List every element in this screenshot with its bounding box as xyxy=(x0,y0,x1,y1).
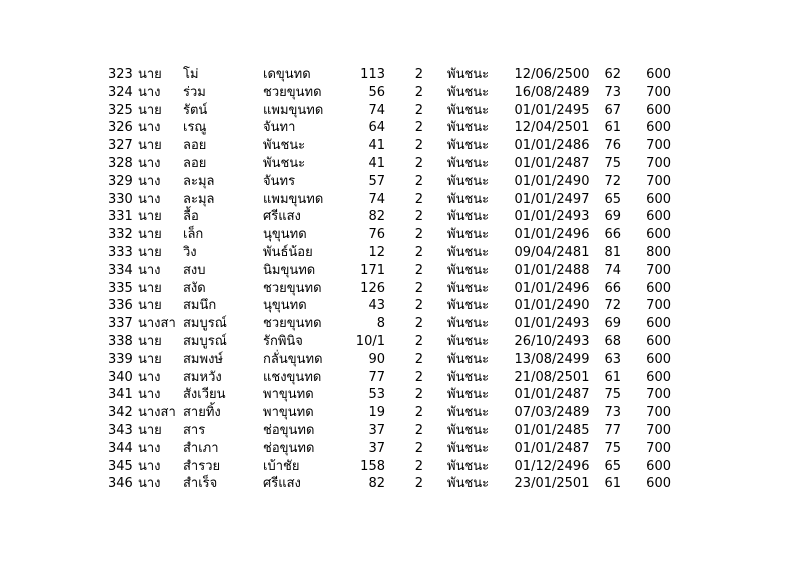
record-last-name: พันชนะ xyxy=(263,155,306,171)
table-row xyxy=(108,84,671,102)
record-age: 68 xyxy=(604,333,621,349)
record-house-number: 56 xyxy=(368,84,385,100)
record-house-number: 126 xyxy=(360,280,385,296)
record-birth-date: 01/01/2495 xyxy=(514,102,590,118)
record-number: 341 xyxy=(108,387,133,403)
table-row xyxy=(108,137,671,155)
record-number: 329 xyxy=(108,173,133,189)
record-subdistrict: พันชนะ xyxy=(447,67,490,82)
record-amount: 700 xyxy=(646,155,671,171)
table-row xyxy=(108,351,671,369)
record-title: นาย xyxy=(138,298,162,314)
record-last-name: แชงขุนทด xyxy=(263,369,322,385)
record-house-number: 64 xyxy=(368,120,385,136)
record-subdistrict: พันชนะ xyxy=(447,369,490,385)
record-title: นาย xyxy=(138,209,162,225)
record-birth-date: 01/01/2496 xyxy=(514,227,590,243)
records-body xyxy=(108,66,671,493)
record-birth-date: 01/12/2496 xyxy=(514,458,590,474)
record-first-name: ร่วม xyxy=(183,84,206,100)
record-first-name: โม่ xyxy=(183,67,199,82)
column-spacer xyxy=(427,155,447,173)
record-amount: 600 xyxy=(646,227,671,243)
record-age: 72 xyxy=(604,298,621,314)
record-birth-date: 21/08/2501 xyxy=(514,369,590,385)
record-first-name: เล็ก xyxy=(183,227,204,243)
record-title: นาง xyxy=(138,262,161,278)
column-spacer xyxy=(427,244,447,262)
record-first-name: สำเภา xyxy=(183,440,219,456)
record-title: นาง xyxy=(138,476,161,492)
record-title: นาย xyxy=(138,244,162,260)
record-age: 73 xyxy=(604,405,621,421)
record-village-number: 2 xyxy=(414,155,423,171)
record-first-name: ลื้อ xyxy=(183,209,199,225)
record-amount: 600 xyxy=(646,67,671,82)
record-age: 65 xyxy=(604,458,621,474)
record-number: 344 xyxy=(108,440,133,456)
record-title: นาง xyxy=(138,369,161,385)
record-subdistrict: พันชนะ xyxy=(447,440,490,456)
record-amount: 700 xyxy=(646,173,671,189)
record-last-name: พันชนะ xyxy=(263,138,306,154)
record-number: 340 xyxy=(108,369,133,385)
record-last-name: นุขุนทด xyxy=(263,227,307,243)
record-first-name: สาร xyxy=(183,422,206,438)
record-house-number: 43 xyxy=(368,298,385,314)
table-row xyxy=(108,155,671,173)
record-last-name: ชวยขุนทด xyxy=(263,316,322,332)
record-village-number: 2 xyxy=(414,298,423,314)
record-village-number: 2 xyxy=(414,244,423,260)
record-house-number: 8 xyxy=(376,316,385,332)
record-number: 336 xyxy=(108,298,133,314)
record-number: 342 xyxy=(108,405,133,421)
record-title: นางสา xyxy=(138,405,176,421)
record-last-name: จันทา xyxy=(263,120,296,136)
record-house-number: 53 xyxy=(368,387,385,403)
column-spacer xyxy=(427,333,447,351)
record-birth-date: 01/01/2490 xyxy=(514,173,590,189)
record-last-name: เบ้าชัย xyxy=(263,458,300,474)
record-subdistrict: พันชนะ xyxy=(447,155,490,171)
record-village-number: 2 xyxy=(414,173,423,189)
record-first-name: เรณู xyxy=(183,120,207,136)
record-amount: 700 xyxy=(646,387,671,403)
record-last-name: แพมขุนทด xyxy=(263,102,324,118)
record-subdistrict: พันชนะ xyxy=(447,84,490,100)
record-age: 73 xyxy=(604,84,621,100)
record-house-number: 41 xyxy=(368,138,385,154)
table-row xyxy=(108,458,671,476)
record-village-number: 2 xyxy=(414,476,423,492)
record-amount: 700 xyxy=(646,422,671,438)
record-age: 61 xyxy=(604,120,621,136)
record-number: 326 xyxy=(108,120,133,136)
record-subdistrict: พันชนะ xyxy=(447,422,490,438)
record-age: 62 xyxy=(604,67,621,82)
record-birth-date: 13/08/2499 xyxy=(514,351,590,367)
record-last-name: นุขุนทด xyxy=(263,298,307,314)
record-last-name: พันธ์น้อย xyxy=(263,244,313,260)
record-number: 334 xyxy=(108,262,133,278)
record-first-name: ลอย xyxy=(183,155,207,171)
record-village-number: 2 xyxy=(414,191,423,207)
record-house-number: 171 xyxy=(360,262,385,278)
record-house-number: 37 xyxy=(368,422,385,438)
table-row xyxy=(108,208,671,226)
record-number: 345 xyxy=(108,458,133,474)
record-title: นาง xyxy=(138,155,161,171)
table-row xyxy=(108,315,671,333)
record-village-number: 2 xyxy=(414,422,423,438)
record-amount: 600 xyxy=(646,191,671,207)
record-last-name: จันทร xyxy=(263,173,296,189)
column-spacer xyxy=(427,173,447,191)
column-spacer xyxy=(427,102,447,120)
record-house-number: 74 xyxy=(368,191,385,207)
record-age: 63 xyxy=(604,351,621,367)
record-birth-date: 01/01/2490 xyxy=(514,298,590,314)
record-first-name: ลอย xyxy=(183,138,207,154)
record-title: นาง xyxy=(138,458,161,474)
column-spacer xyxy=(427,351,447,369)
record-amount: 700 xyxy=(646,262,671,278)
record-first-name: สมบูรณ์ xyxy=(183,333,227,349)
record-subdistrict: พันชนะ xyxy=(447,476,490,492)
record-amount: 600 xyxy=(646,333,671,349)
record-last-name: นิมขุนทด xyxy=(263,262,316,278)
record-house-number: 90 xyxy=(368,351,385,367)
record-first-name: สมหวัง xyxy=(183,369,222,385)
column-spacer xyxy=(427,475,447,493)
table-row xyxy=(108,404,671,422)
record-first-name: สมพงษ์ xyxy=(183,351,223,367)
column-spacer xyxy=(427,66,447,84)
record-amount: 700 xyxy=(646,440,671,456)
record-first-name: สมนึก xyxy=(183,298,217,314)
record-last-name: พาขุนทด xyxy=(263,387,314,403)
record-house-number: 158 xyxy=(360,458,385,474)
record-title: นาย xyxy=(138,351,162,367)
table-row xyxy=(108,422,671,440)
record-amount: 700 xyxy=(646,405,671,421)
record-age: 61 xyxy=(604,476,621,492)
record-title: นาง xyxy=(138,440,161,456)
record-age: 65 xyxy=(604,191,621,207)
record-first-name: วิง xyxy=(183,244,197,260)
record-village-number: 2 xyxy=(414,440,423,456)
column-spacer xyxy=(427,297,447,315)
record-last-name: ศรีแสง xyxy=(263,209,301,225)
record-last-name: พาขุนทด xyxy=(263,405,314,421)
record-birth-date: 26/10/2493 xyxy=(514,333,590,349)
record-first-name: ละมุล xyxy=(183,191,215,207)
record-title: นาง xyxy=(138,173,161,189)
record-amount: 700 xyxy=(646,298,671,314)
record-subdistrict: พันชนะ xyxy=(447,173,490,189)
record-title: นาย xyxy=(138,138,162,154)
column-spacer xyxy=(427,422,447,440)
record-age: 75 xyxy=(604,440,621,456)
record-age: 66 xyxy=(604,280,621,296)
record-first-name: สังเวียน xyxy=(183,387,226,403)
record-first-name: รัตน์ xyxy=(183,102,208,118)
record-age: 66 xyxy=(604,227,621,243)
record-amount: 600 xyxy=(646,316,671,332)
column-spacer xyxy=(427,386,447,404)
record-birth-date: 01/01/2485 xyxy=(514,422,590,438)
column-spacer xyxy=(427,262,447,280)
record-last-name: ช่อขุนทด xyxy=(263,422,315,438)
record-house-number: 10/1 xyxy=(355,333,385,349)
record-amount: 600 xyxy=(646,120,671,136)
record-house-number: 77 xyxy=(368,369,385,385)
record-age: 81 xyxy=(604,244,621,260)
table-row xyxy=(108,191,671,209)
table-row xyxy=(108,119,671,137)
record-amount: 600 xyxy=(646,102,671,118)
record-subdistrict: พันชนะ xyxy=(447,458,490,474)
record-birth-date: 01/01/2496 xyxy=(514,280,590,296)
record-age: 75 xyxy=(604,387,621,403)
record-subdistrict: พันชนะ xyxy=(447,298,490,314)
table-row xyxy=(108,173,671,191)
record-subdistrict: พันชนะ xyxy=(447,280,490,296)
record-birth-date: 01/01/2493 xyxy=(514,209,590,225)
record-subdistrict: พันชนะ xyxy=(447,209,490,225)
record-first-name: สงัด xyxy=(183,280,206,296)
record-village-number: 2 xyxy=(414,84,423,100)
record-subdistrict: พันชนะ xyxy=(447,244,490,260)
column-spacer xyxy=(427,191,447,209)
column-spacer xyxy=(427,369,447,387)
column-spacer xyxy=(427,280,447,298)
record-house-number: 12 xyxy=(368,244,385,260)
record-house-number: 74 xyxy=(368,102,385,118)
record-amount: 600 xyxy=(646,209,671,225)
column-spacer xyxy=(427,404,447,422)
record-birth-date: 23/01/2501 xyxy=(514,476,590,492)
record-number: 338 xyxy=(108,333,133,349)
record-last-name: แพมขุนทด xyxy=(263,191,324,207)
record-title: นาย xyxy=(138,67,162,82)
record-birth-date: 01/01/2487 xyxy=(514,387,590,403)
record-birth-date: 01/01/2488 xyxy=(514,262,590,278)
record-title: นาง xyxy=(138,387,161,403)
record-subdistrict: พันชนะ xyxy=(447,387,490,403)
record-title: นาง xyxy=(138,191,161,207)
record-birth-date: 09/04/2481 xyxy=(514,244,590,260)
record-village-number: 2 xyxy=(414,333,423,349)
record-last-name: รักพินิจ xyxy=(263,333,303,349)
record-house-number: 76 xyxy=(368,227,385,243)
record-village-number: 2 xyxy=(414,280,423,296)
record-amount: 600 xyxy=(646,280,671,296)
record-age: 67 xyxy=(604,102,621,118)
record-age: 69 xyxy=(604,209,621,225)
record-age: 75 xyxy=(604,155,621,171)
record-birth-date: 01/01/2497 xyxy=(514,191,590,207)
record-house-number: 37 xyxy=(368,440,385,456)
column-spacer xyxy=(427,119,447,137)
record-number: 324 xyxy=(108,84,133,100)
record-subdistrict: พันชนะ xyxy=(447,333,490,349)
record-village-number: 2 xyxy=(414,387,423,403)
record-number: 328 xyxy=(108,155,133,171)
table-row xyxy=(108,66,671,84)
record-house-number: 57 xyxy=(368,173,385,189)
record-title: นาง xyxy=(138,84,161,100)
record-last-name: เดขุนทด xyxy=(263,67,311,82)
table-row xyxy=(108,280,671,298)
record-village-number: 2 xyxy=(414,405,423,421)
column-spacer xyxy=(427,226,447,244)
record-number: 339 xyxy=(108,351,133,367)
record-number: 337 xyxy=(108,316,133,332)
record-number: 327 xyxy=(108,138,133,154)
table-row xyxy=(108,226,671,244)
record-village-number: 2 xyxy=(414,227,423,243)
record-birth-date: 01/01/2486 xyxy=(514,138,590,154)
record-age: 77 xyxy=(604,422,621,438)
record-subdistrict: พันชนะ xyxy=(447,138,490,154)
table-row xyxy=(108,369,671,387)
record-amount: 700 xyxy=(646,84,671,100)
record-first-name: สมบูรณ์ xyxy=(183,316,227,332)
record-birth-date: 07/03/2489 xyxy=(514,405,590,421)
record-amount: 600 xyxy=(646,458,671,474)
record-village-number: 2 xyxy=(414,120,423,136)
record-number: 335 xyxy=(108,280,133,296)
column-spacer xyxy=(427,137,447,155)
column-spacer xyxy=(427,440,447,458)
record-birth-date: 12/04/2501 xyxy=(514,120,590,136)
table-row xyxy=(108,333,671,351)
record-title: นางสา xyxy=(138,316,176,332)
record-village-number: 2 xyxy=(414,369,423,385)
record-birth-date: 01/01/2487 xyxy=(514,440,590,456)
record-number: 343 xyxy=(108,422,133,438)
table-row xyxy=(108,440,671,458)
table-row xyxy=(108,386,671,404)
record-amount: 600 xyxy=(646,476,671,492)
record-subdistrict: พันชนะ xyxy=(447,191,490,207)
record-age: 72 xyxy=(604,173,621,189)
record-age: 74 xyxy=(604,262,621,278)
record-last-name: ชวยขุนทด xyxy=(263,280,322,296)
record-first-name: สำเร็จ xyxy=(183,476,218,492)
record-amount: 600 xyxy=(646,351,671,367)
record-subdistrict: พันชนะ xyxy=(447,102,490,118)
record-title: นาย xyxy=(138,422,162,438)
record-age: 76 xyxy=(604,138,621,154)
record-title: นาย xyxy=(138,280,162,296)
record-title: นาย xyxy=(138,333,162,349)
record-amount: 800 xyxy=(646,244,671,260)
record-house-number: 82 xyxy=(368,476,385,492)
record-subdistrict: พันชนะ xyxy=(447,316,490,332)
record-subdistrict: พันชนะ xyxy=(447,262,490,278)
record-first-name: สายทิ้ง xyxy=(183,405,221,421)
record-amount: 600 xyxy=(646,369,671,385)
record-house-number: 19 xyxy=(368,405,385,421)
record-first-name: สำรวย xyxy=(183,458,221,474)
record-title: นาง xyxy=(138,120,161,136)
record-number: 346 xyxy=(108,476,133,492)
record-birth-date: 16/08/2489 xyxy=(514,84,590,100)
record-birth-date: 12/06/2500 xyxy=(514,67,590,82)
record-house-number: 113 xyxy=(360,67,385,82)
record-birth-date: 01/01/2487 xyxy=(514,155,590,171)
record-village-number: 2 xyxy=(414,262,423,278)
table-row xyxy=(108,244,671,262)
column-spacer xyxy=(427,84,447,102)
record-last-name: ชวยขุนทด xyxy=(263,84,322,100)
record-house-number: 41 xyxy=(368,155,385,171)
record-number: 331 xyxy=(108,209,133,225)
record-number: 330 xyxy=(108,191,133,207)
records-table xyxy=(108,66,671,493)
record-number: 325 xyxy=(108,102,133,118)
record-last-name: ช่อขุนทด xyxy=(263,440,315,456)
column-spacer xyxy=(427,458,447,476)
table-row xyxy=(108,475,671,493)
record-number: 333 xyxy=(108,244,133,260)
record-village-number: 2 xyxy=(414,351,423,367)
record-title: นาย xyxy=(138,102,162,118)
record-village-number: 2 xyxy=(414,102,423,118)
record-number: 332 xyxy=(108,227,133,243)
record-age: 69 xyxy=(604,316,621,332)
record-amount: 700 xyxy=(646,138,671,154)
record-village-number: 2 xyxy=(414,458,423,474)
table-row xyxy=(108,297,671,315)
table-row xyxy=(108,262,671,280)
record-subdistrict: พันชนะ xyxy=(447,351,490,367)
record-house-number: 82 xyxy=(368,209,385,225)
record-village-number: 2 xyxy=(414,316,423,332)
record-village-number: 2 xyxy=(414,138,423,154)
record-birth-date: 01/01/2493 xyxy=(514,316,590,332)
record-last-name: ศรีแสง xyxy=(263,476,301,492)
record-village-number: 2 xyxy=(414,209,423,225)
record-subdistrict: พันชนะ xyxy=(447,227,490,243)
record-age: 61 xyxy=(604,369,621,385)
column-spacer xyxy=(427,208,447,226)
record-first-name: ละมุล xyxy=(183,173,215,189)
record-subdistrict: พันชนะ xyxy=(447,405,490,421)
record-subdistrict: พันชนะ xyxy=(447,120,490,136)
record-number: 323 xyxy=(108,67,133,82)
record-first-name: สงบ xyxy=(183,262,206,278)
record-title: นาย xyxy=(138,227,162,243)
record-village-number: 2 xyxy=(414,67,423,82)
table-row xyxy=(108,102,671,120)
record-last-name: กลั่นขุนทด xyxy=(263,351,323,367)
column-spacer xyxy=(427,315,447,333)
